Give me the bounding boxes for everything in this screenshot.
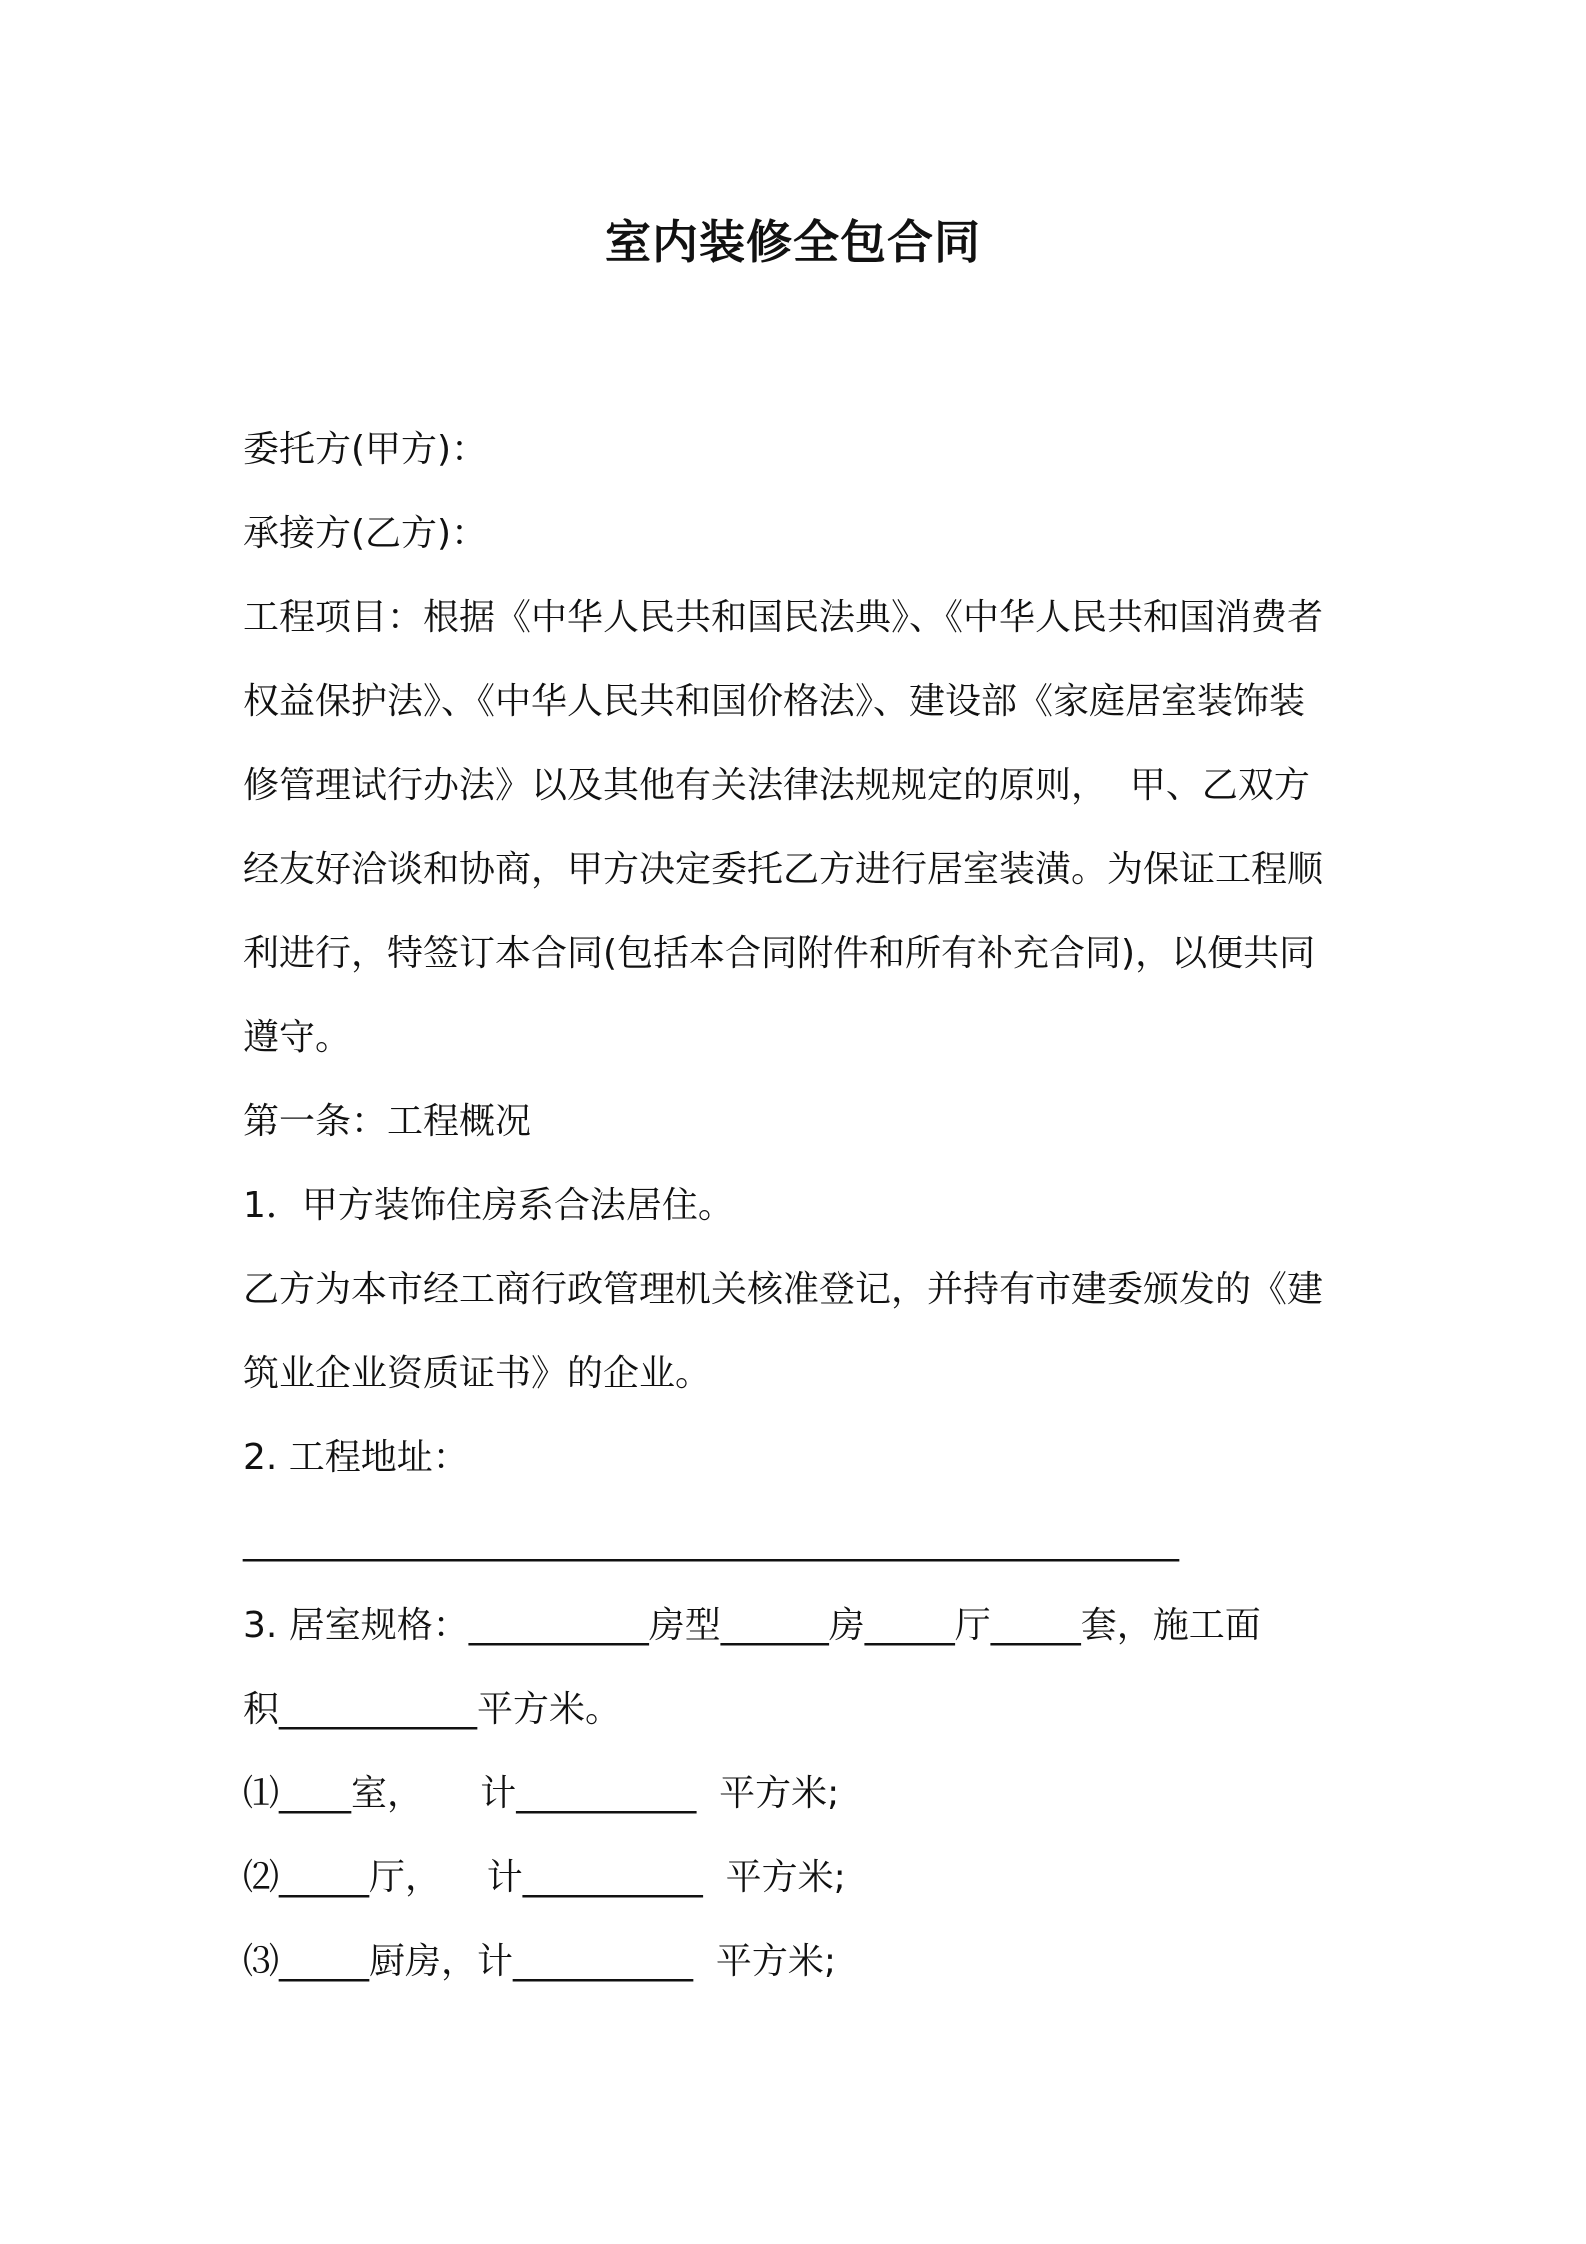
room-spec-line-1: 3. 居室规格：__________房型______房_____厅_____套，施工面 xyxy=(243,1605,1261,1646)
project-line-6: 遵守。 xyxy=(243,1017,352,1058)
project-line-2: 权益保护法》、《中华人民共和国价格法》、建设部《家庭居室装饰装 xyxy=(243,681,1306,722)
bedroom-area-line: ⑴____室， 计__________ 平方米; xyxy=(243,1773,840,1814)
living-room-area-line: ⑵_____厅， 计__________ 平方米; xyxy=(243,1857,846,1898)
client-party-line: 委托方(甲方)： xyxy=(243,429,488,470)
project-line-5: 利进行，特签订本合同(包括本合同附件和所有补充合同)，以便共同 xyxy=(243,933,1316,974)
contractor-party-line: 承接方(乙方)： xyxy=(243,513,488,554)
project-address-label: 2. 工程地址： xyxy=(243,1437,469,1478)
contractor-qualification-paragraph xyxy=(243,1248,1363,1416)
project-line-3: 修管理试行办法》以及其他有关法律法规规定的原则， 甲、乙双方 xyxy=(243,765,1310,806)
project-line-4: 经友好洽谈和协商，甲方决定委托乙方进行居室装潢。为保证工程顺 xyxy=(243,849,1324,890)
item-1-line: 1．甲方装饰住房系合法居住。 xyxy=(243,1185,734,1226)
document-title: 室内装修全包合同 xyxy=(605,215,981,269)
project-line-1: 工程项目：根据《中华人民共和国民法典》、《中华人民共和国消费者 xyxy=(243,597,1324,638)
contract-body xyxy=(243,408,1363,2004)
room-specification-paragraph xyxy=(243,1584,1363,1752)
room-spec-line-2: 积___________平方米。 xyxy=(243,1689,622,1730)
project-paragraph xyxy=(243,576,1363,1080)
project-address-blank-line: ____________________________________________________ xyxy=(243,1521,1179,1562)
article-one-heading: 第一条：工程概况 xyxy=(243,1101,532,1142)
kitchen-area-line: ⑶_____厨房，计__________ 平方米; xyxy=(243,1941,837,1982)
qualification-line-1: 乙方为本市经工商行政管理机关核准登记，并持有市建委颁发的《建 xyxy=(243,1269,1324,1310)
qualification-line-2: 筑业企业资质证书》的企业。 xyxy=(243,1353,712,1394)
